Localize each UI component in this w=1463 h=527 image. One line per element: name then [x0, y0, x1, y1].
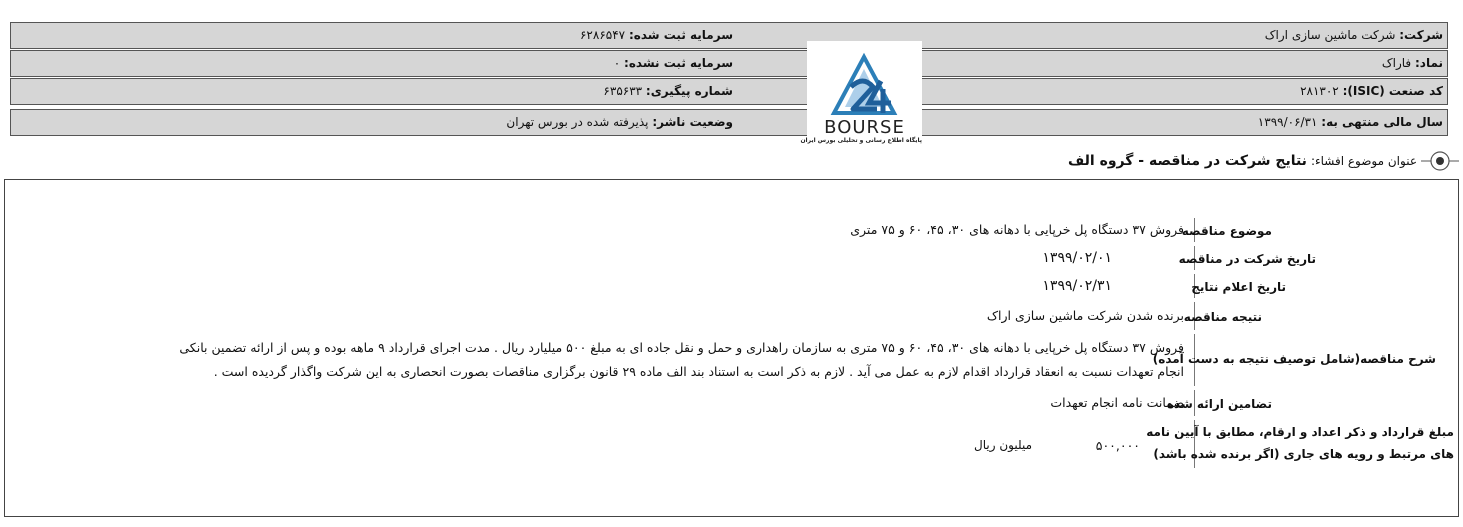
capital-unregistered-label: سرمایه ثبت نشده:: [624, 56, 733, 70]
tender-result-label: نتیجه مناقصه: [1183, 310, 1262, 324]
header-row-fiscal: [10, 109, 1448, 136]
isic-cell: [1300, 79, 1443, 104]
bourse-logo: [800, 41, 922, 151]
header-row-company: [10, 22, 1448, 49]
target-bullet-icon: [1421, 148, 1459, 174]
tender-description-line2: انجام تعهدات نسبت به انعقاد قرارداد اقدام لازم به عمل می آید . لازم به ذکر است به استناد بند الف ماده ۲۹ قانون برگزاری مناقصات بصورت انحصاری به این شرکت واگذار گردیده است .: [213, 364, 1184, 379]
contract-amount-unit: میلیون ریال: [974, 438, 1032, 452]
capital-unregistered-cell: [614, 51, 733, 76]
fiscal-cell: [1258, 110, 1443, 135]
contract-amount-label-line1: مبلغ قرارداد و ذکر اعداد و ارقام، مطابق با آیین نامه: [1146, 425, 1454, 439]
disclosure-subject: [1068, 148, 1459, 174]
tender-description-label: شرح مناقصه(شامل توصیف نتیجه به دست آمده): [1152, 352, 1436, 366]
guarantees-label: تضامین ارائه شده: [1166, 397, 1272, 411]
symbol-value: فاراک: [1381, 56, 1412, 70]
tender-description-line1: فروش ۳۷ دستگاه پل خرپایی با دهانه های ۳۰، ۴۵، ۶۰ و ۷۵ متری به سازمان راهداری و حمل و نقل جاده ای به مبلغ ۵۰۰ میلیارد ریال . مدت اجرای قرارداد ۹ ماهه بوده و پس از ارائه تضمین بانکی: [179, 340, 1184, 355]
tracking-label: شماره پیگیری:: [645, 84, 733, 98]
results-date-value: ۱۳۹۹/۰۲/۳۱: [1042, 278, 1112, 294]
results-date-label: تاریخ اعلام نتایج: [1191, 280, 1286, 294]
participation-date-label: تاریخ شرکت در مناقصه: [1178, 252, 1316, 266]
header-row-isic: [10, 78, 1448, 105]
company-cell: [1265, 23, 1443, 48]
isic-label: کد صنعت (ISIC):: [1342, 84, 1443, 98]
publisher-status-label: وضعیت ناشر:: [652, 115, 733, 129]
publisher-status-cell: [506, 110, 733, 135]
contract-amount-value: ۵۰۰,۰۰۰: [1095, 438, 1140, 453]
company-label: شرکت:: [1399, 28, 1443, 42]
company-value: شرکت ماشین سازی اراک: [1264, 28, 1396, 42]
logo-wordmark: BOURSE: [824, 117, 905, 138]
tender-subject-label: موضوع مناقصه: [1181, 224, 1272, 238]
fiscal-value: ۱۳۹۹/۰۶/۳۱: [1257, 115, 1318, 129]
tracking-value: ۶۳۵۶۳۳: [603, 84, 643, 98]
capital-registered-cell: [580, 23, 733, 48]
symbol-cell: [1382, 51, 1443, 76]
tender-result-value: برنده شدن شرکت ماشین سازی اراک: [986, 308, 1184, 323]
tender-details-box: [4, 179, 1459, 517]
header-row-symbol: [10, 50, 1448, 77]
logo-caption: پایگاه اطلاع رسانی و تحلیلی بورس ایران: [800, 137, 922, 144]
tracking-cell: [603, 79, 733, 104]
symbol-label: نماد:: [1414, 56, 1443, 70]
isic-value: ۲۸۱۳۰۲: [1300, 84, 1339, 98]
publisher-status-value: پذیرفته شده در بورس تهران: [506, 115, 649, 129]
fiscal-label: سال مالی منتهی به:: [1321, 115, 1443, 129]
contract-amount-label-line2: های مرتبط و رویه های جاری (اگر برنده شده باشد): [1153, 447, 1454, 461]
capital-registered-value: ۶۲۸۶۵۴۷: [579, 28, 626, 42]
participation-date-value: ۱۳۹۹/۰۲/۰۱: [1042, 250, 1112, 266]
subject-label: عنوان موضوع افشاء:: [1310, 154, 1417, 168]
capital-unregistered-value: ۰: [613, 56, 621, 70]
subject-title: نتایج شرکت در مناقصه - گروه الف: [1067, 153, 1307, 169]
guarantees-value: ضمانت نامه انجام تعهدات: [1050, 395, 1184, 410]
capital-registered-label: سرمایه ثبت شده:: [628, 28, 733, 42]
tender-subject-value: فروش ۳۷ دستگاه پل خرپایی با دهانه های ۳۰، ۴۵، ۶۰ و ۷۵ متری: [850, 222, 1184, 237]
